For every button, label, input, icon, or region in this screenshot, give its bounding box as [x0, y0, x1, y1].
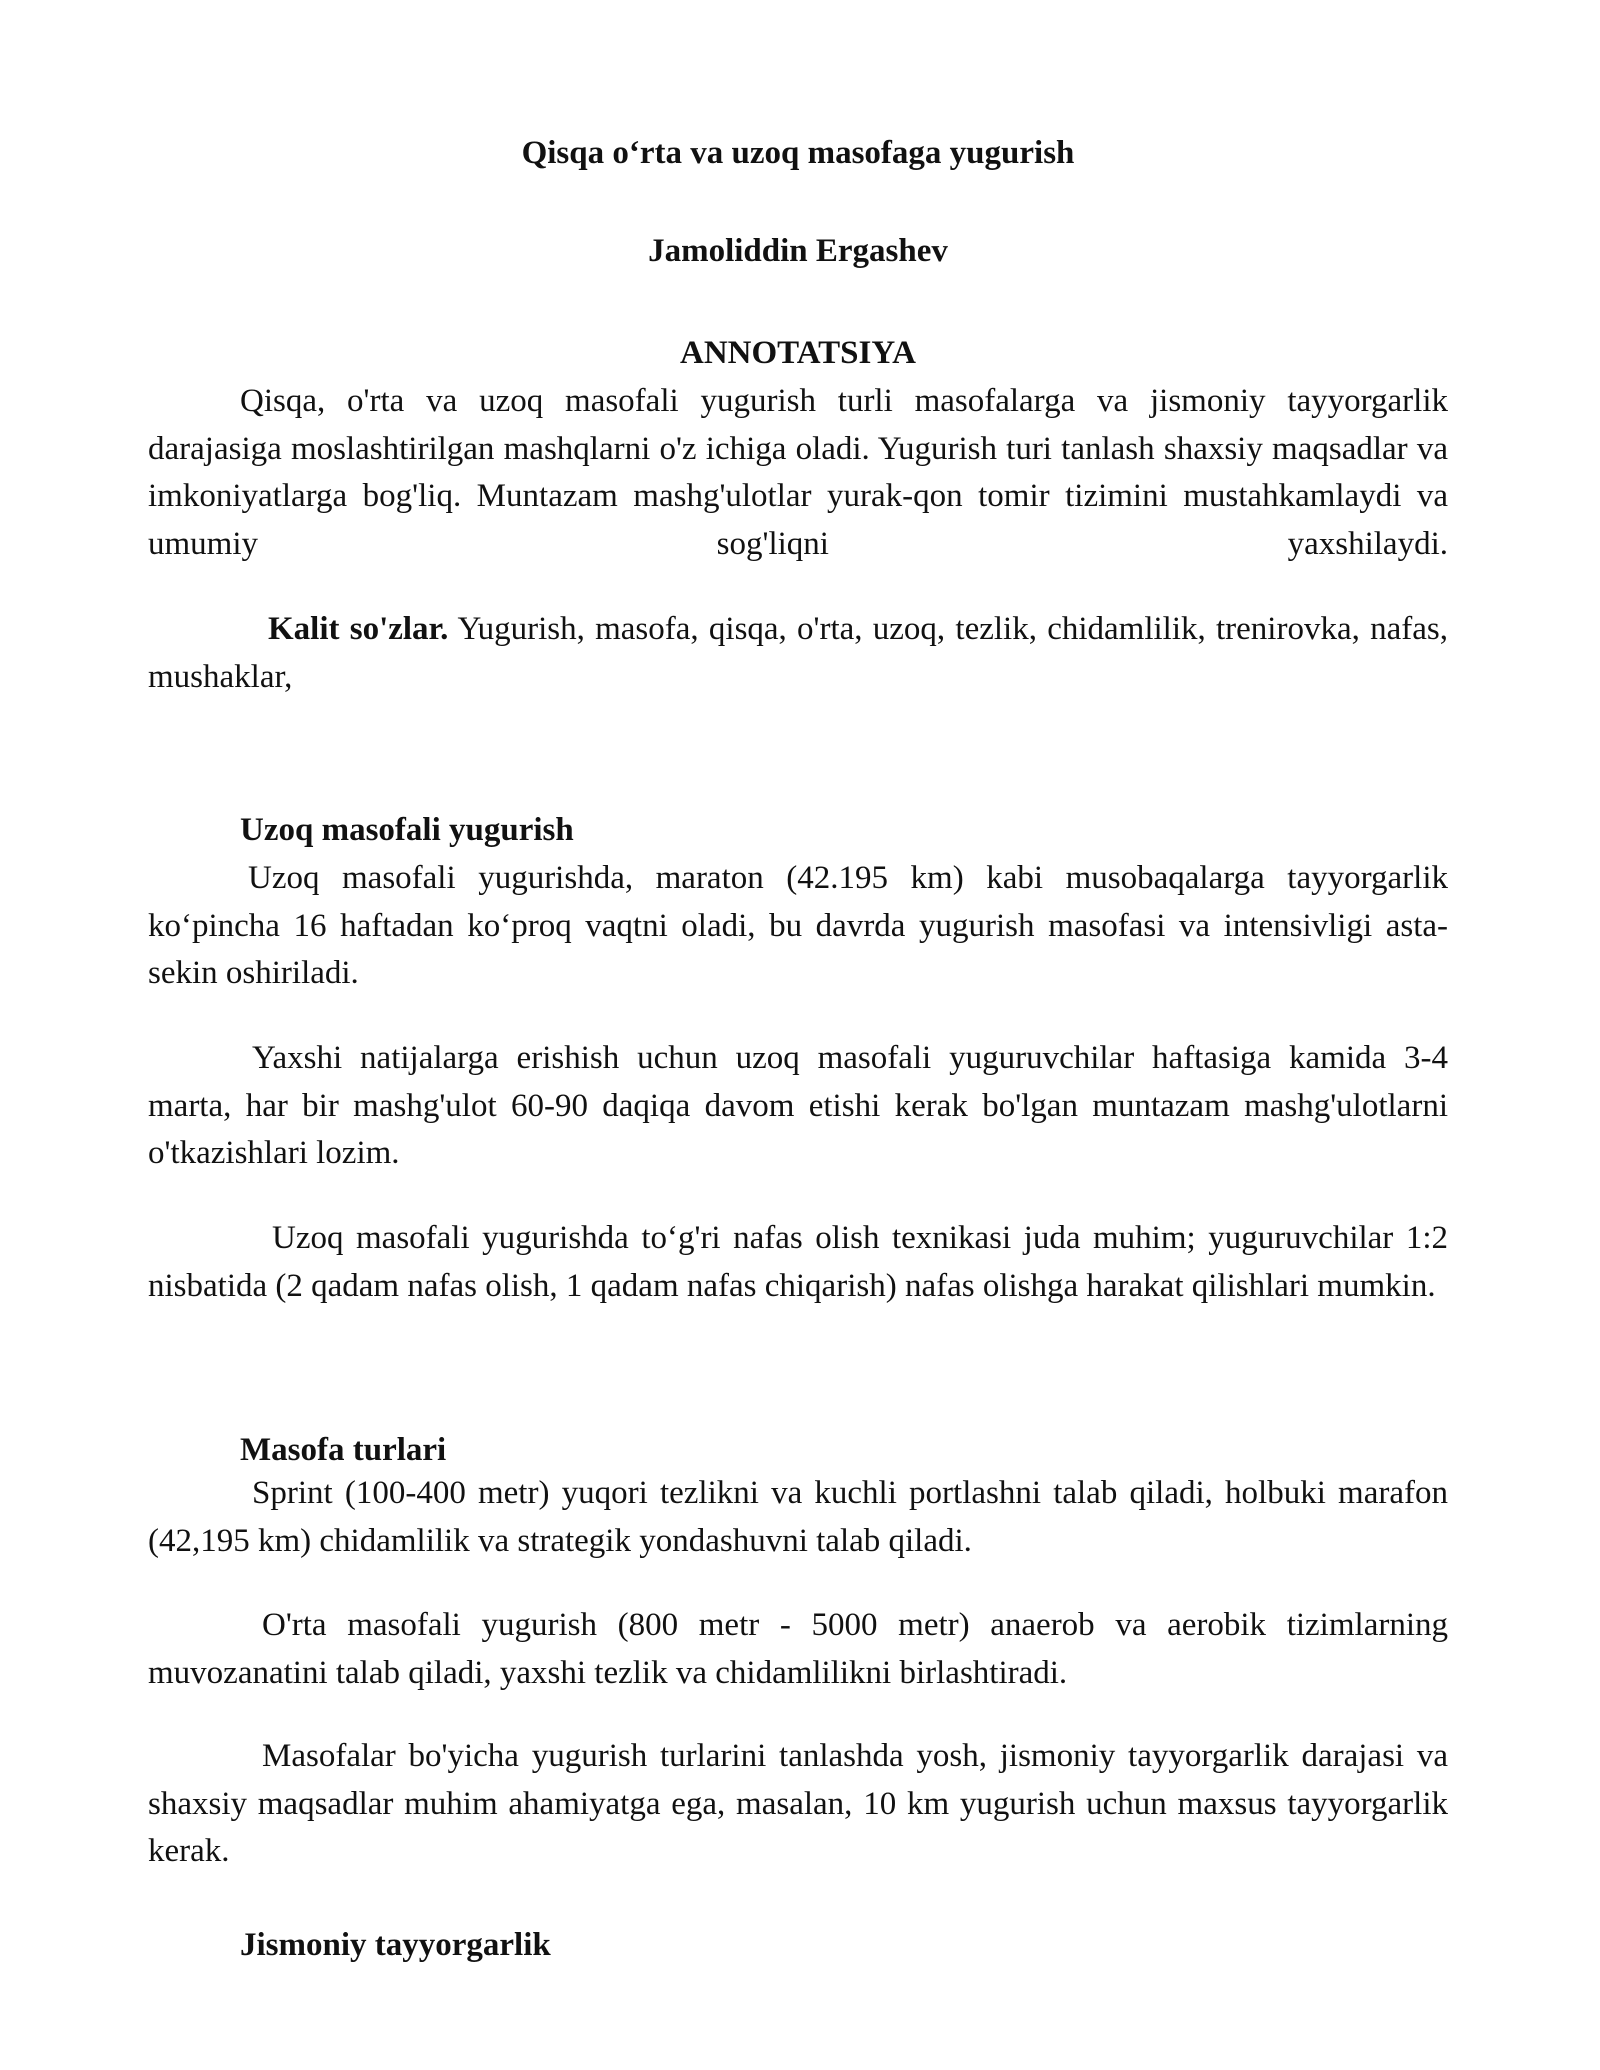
section-heading-uzoq: Uzoq masofali yugurish: [240, 812, 574, 848]
keywords-label: Kalit so'zlar.: [268, 611, 449, 647]
paragraph: O'rta masofali yugurish (800 metr - 5000 metr) anaerob va aerobik tizimlarning muvozanatini talab qiladi, yaxshi tezlik va chidamlilikni birlashtiradi.: [148, 1607, 1448, 1691]
section-heading-jismoniy: Jismoniy tayyorgarlik: [240, 1927, 551, 1963]
paragraph: Uzoq masofali yugurishda to‘g'ri nafas olish texnikasi juda muhim; yuguruvchilar 1:2 nisbatida (2 qadam nafas olish, 1 qadam nafas chiqarish) nafas olishga harakat qilishlari mumkin.: [148, 1220, 1448, 1304]
paragraph: Yaxshi natijalarga erishish uchun uzoq masofali yuguruvchilar haftasiga kamida 3-4 marta, har bir mashg'ulot 60-90 daqiqa davom etishi kerak bo'lgan muntazam mashg'ulotlarni o'tkazishlari lozim.: [148, 1040, 1448, 1171]
keywords-text: Yugurish, masofa, qisqa, o'rta, uzoq, tezlik, chidamlilik, trenirovka, nafas, mushaklar,: [148, 611, 1448, 695]
abstract-text: Qisqa, o'rta va uzoq masofali yugurish turli masofalarga va jismoniy tayyorgarlik darajasiga moslashtirilgan mashqlarni o'z ichiga oladi. Yugurish turi tanlash shaxsiy maqsadlar va imkoniyatlarga bog'liq. Muntazam mashg'ulotlar yurak-qon tomir tizimini mustahkamlaydi va umumiy sog'liqni yaxshilaydi.: [148, 383, 1448, 562]
section-heading-masofa: Masofa turlari: [240, 1432, 447, 1468]
document-author: Jamoliddin Ergashev: [648, 233, 948, 269]
paragraph: Sprint (100-400 metr) yuqori tezlikni va kuchli portlashni talab qiladi, holbuki marafon (42,195 km) chidamlilik va strategik yondashuvni talab qiladi.: [148, 1475, 1448, 1559]
paragraph: Uzoq masofali yugurishda, maraton (42.195 km) kabi musobaqalarga tayyorgarlik ko‘pincha 16 haftadan ko‘proq vaqtni oladi, bu davrda yugurish masofasi va intensivligi asta-sekin oshiriladi.: [148, 860, 1448, 991]
keywords-paragraph: [148, 606, 1448, 701]
abstract-heading: ANNOTATSIYA: [680, 335, 916, 371]
document-title: Qisqa o‘rta va uzoq masofaga yugurish: [521, 135, 1075, 171]
paragraph: Masofalar bo'yicha yugurish turlarini tanlashda yosh, jismoniy tayyorgarlik darajasi va shaxsiy maqsadlar muhim ahamiyatga ega, masalan, 10 km yugurish uchun maxsus tayyorgarlik kerak.: [148, 1738, 1448, 1869]
